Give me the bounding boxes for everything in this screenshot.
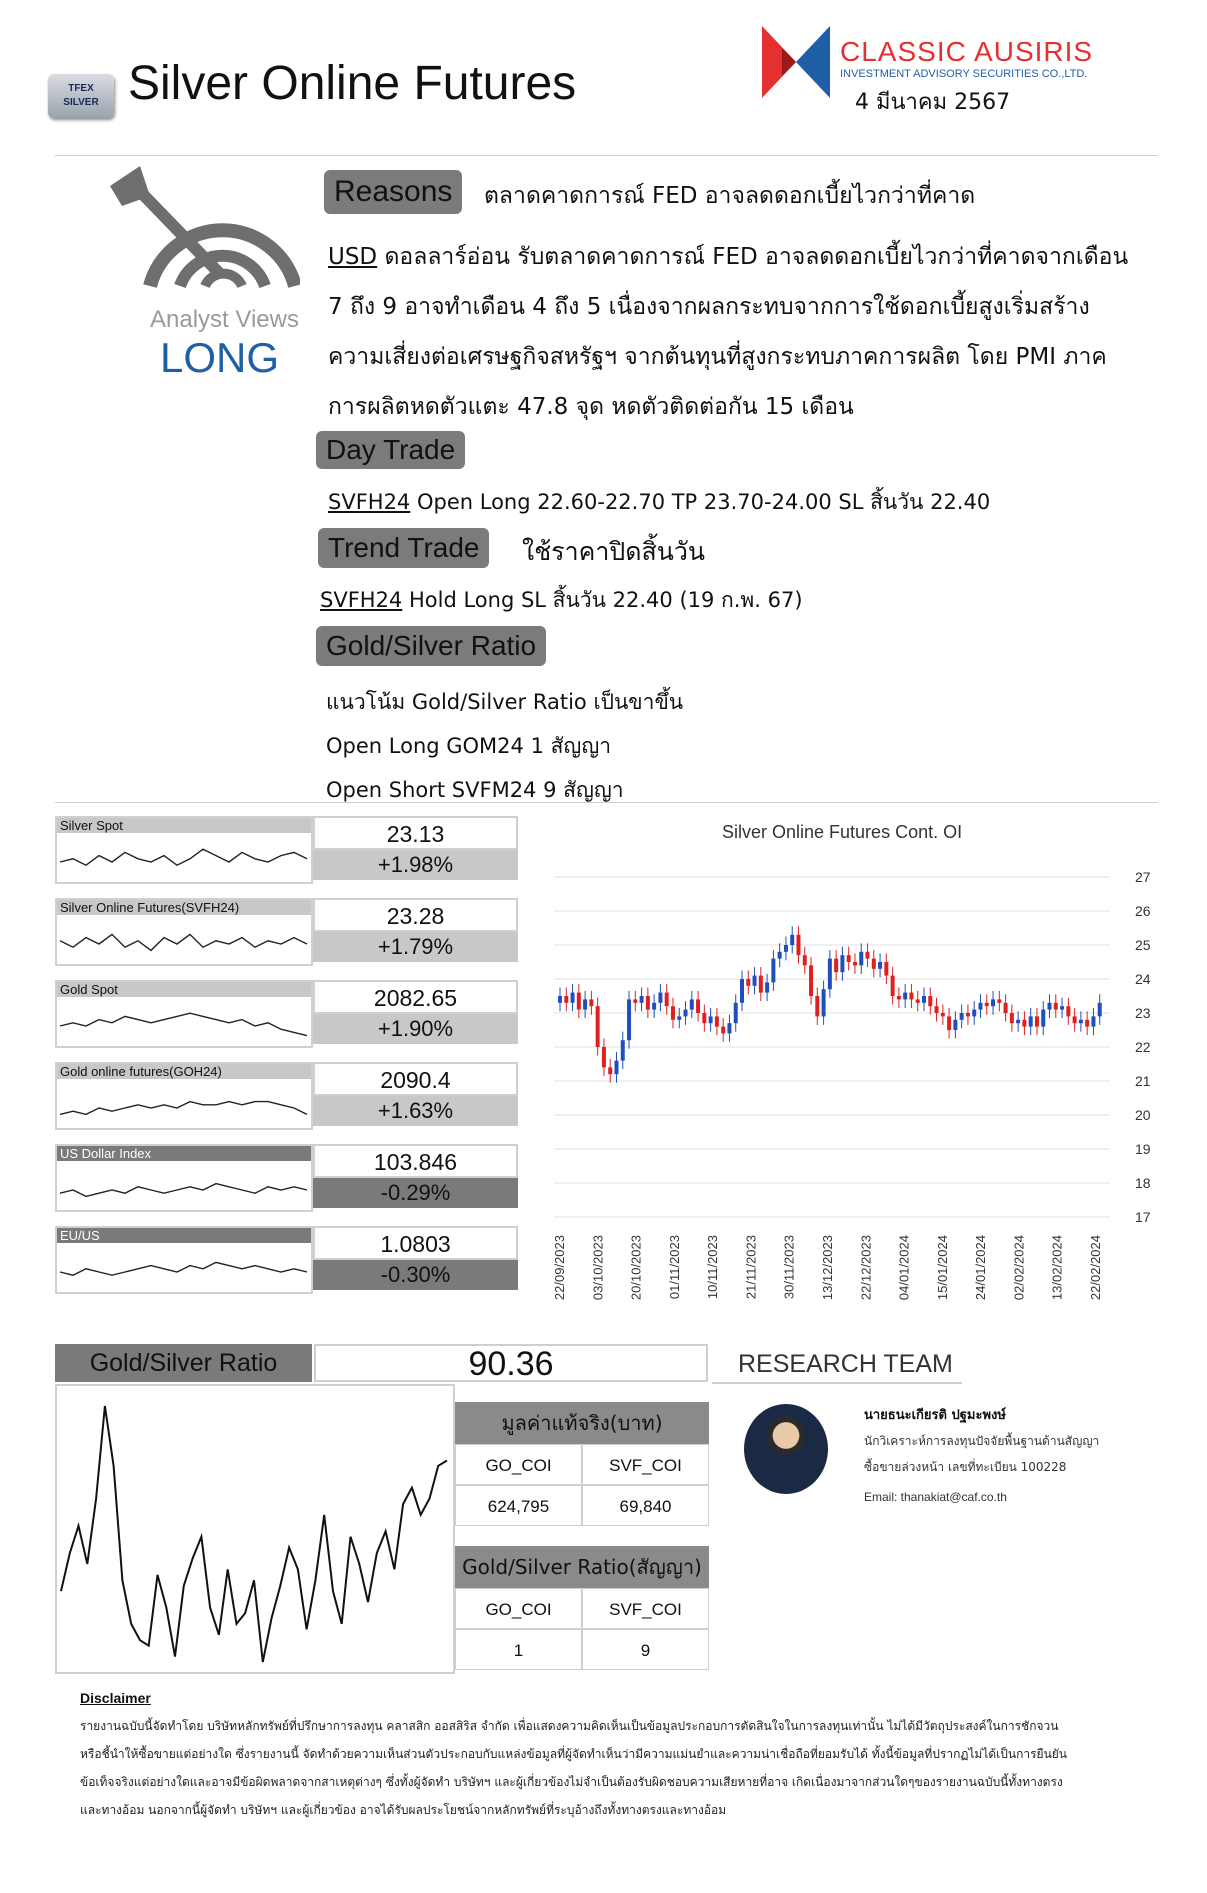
candle-body <box>878 962 882 969</box>
candle-body <box>608 1067 612 1074</box>
market-change: -0.29% <box>313 1178 518 1208</box>
market-box <box>55 898 518 966</box>
company-subtitle: INVESTMENT ADVISORY SECURITIES CO.,LTD. <box>840 68 1088 80</box>
market-box <box>55 1226 518 1294</box>
candle-body <box>589 999 593 1006</box>
candle-body <box>916 999 920 1002</box>
market-value: 103.846 <box>313 1144 518 1178</box>
analyst-view: LONG <box>160 334 280 381</box>
candle-body <box>1041 1010 1045 1027</box>
page-title: Silver Online Futures <box>128 57 577 110</box>
reasons-line: การผลิตหดตัวแตะ 47.8 จุด หดตัวติดต่อกัน 15 เดือน <box>328 394 854 420</box>
market-name: Gold online futures(GOH24) <box>57 1064 311 1079</box>
y-tick-label: 27 <box>1135 869 1151 885</box>
candle-body <box>614 1061 618 1075</box>
candle-body <box>1073 1016 1077 1023</box>
contracts-svf: 9 <box>582 1629 709 1670</box>
x-tick-label: 21/11/2023 <box>743 1235 759 1300</box>
market-value: 2082.65 <box>313 980 518 1014</box>
gs-panel-label: Gold/Silver Ratio <box>55 1344 312 1382</box>
candle-body <box>652 1003 656 1010</box>
candle-body <box>922 996 926 1003</box>
candle-body <box>571 993 575 1003</box>
candle-body <box>847 955 851 962</box>
market-change: -0.30% <box>313 1260 518 1290</box>
candle-body <box>778 952 782 959</box>
candle-body <box>1016 1020 1020 1023</box>
candle-body <box>960 1013 964 1020</box>
x-tick-label: 04/01/2024 <box>896 1235 912 1301</box>
y-tick-label: 19 <box>1135 1141 1151 1157</box>
disclaimer-line: หรือชี้นำให้ซื้อขายแต่อย่างใด ซึ่งรายงานนี้ จัดทำด้วยความเห็นส่วนตัวประกอบกับแหล่งข้อมูลที่ผู้จัดทำเห็นว่ามีความแม่นยำและความน่าเชื่อถือที่ยอมรับได้ ทั้งนี้ข้อมูลที่ปรากฏไม่ได้เป็นการยืนยัน <box>80 1747 1067 1761</box>
disclaimer-body <box>80 1712 1150 1824</box>
market-name: EU/US <box>57 1228 311 1243</box>
contracts-table-title: Gold/Silver Ratio(สัญญา) <box>455 1546 709 1588</box>
oi-chart-title: Silver Online Futures Cont. OI <box>722 822 963 842</box>
candle-body <box>1004 1003 1008 1013</box>
candle-body <box>1085 1020 1089 1027</box>
candle-body <box>947 1016 951 1030</box>
candle-body <box>815 996 819 1016</box>
trend-trade-symbol: SVFH24 <box>320 588 403 612</box>
candle-body <box>596 1006 600 1047</box>
candle-body <box>1098 1003 1102 1017</box>
x-tick-label: 30/11/2023 <box>781 1235 797 1300</box>
candle-body <box>828 959 832 990</box>
candle-body <box>721 1027 725 1034</box>
market-change: +1.98% <box>313 850 518 880</box>
candle-body <box>1060 1006 1064 1009</box>
x-tick-label: 03/10/2023 <box>590 1235 606 1301</box>
gs-ratio-line: Open Short SVFM24 9 สัญญา <box>326 778 624 802</box>
candle-body <box>997 999 1001 1002</box>
candle-body <box>640 996 644 1003</box>
candle-body <box>1035 1016 1039 1026</box>
avatar <box>744 1404 828 1494</box>
reasons-label: Reasons <box>324 170 462 214</box>
gs-panel-value: 90.36 <box>314 1344 708 1382</box>
candle-body <box>928 996 932 1006</box>
classic-ausiris-logo-icon <box>762 26 830 98</box>
candle-body <box>909 993 913 1000</box>
candle-body <box>859 952 863 966</box>
candle-body <box>1048 1003 1052 1010</box>
x-tick-label: 01/11/2023 <box>666 1235 682 1300</box>
market-name: US Dollar Index <box>57 1146 311 1161</box>
candle-body <box>941 1013 945 1016</box>
candle-body <box>671 1006 675 1020</box>
candle-body <box>633 999 637 1002</box>
candle-body <box>771 959 775 983</box>
x-tick-label: 13/12/2023 <box>820 1235 835 1301</box>
y-tick-label: 23 <box>1135 1005 1151 1021</box>
day-trade-symbol: SVFH24 <box>328 490 411 514</box>
market-name: Silver Online Futures(SVFH24) <box>57 900 311 915</box>
market-box <box>55 816 518 884</box>
section-divider <box>55 802 1158 803</box>
day-trade-label: Day Trade <box>316 431 465 469</box>
candle-body <box>796 935 800 955</box>
x-tick-label: 20/10/2023 <box>628 1235 644 1301</box>
x-tick-label: 22/02/2024 <box>1088 1235 1103 1301</box>
x-tick-label: 15/01/2024 <box>934 1235 950 1301</box>
y-tick-label: 26 <box>1135 903 1151 919</box>
market-value: 2090.4 <box>313 1062 518 1096</box>
real-value-svf: 69,840 <box>582 1485 709 1526</box>
candle-body <box>734 1003 738 1023</box>
trend-trade-line <box>320 584 803 617</box>
x-tick-label: 02/02/2024 <box>1011 1235 1027 1301</box>
candle-body <box>577 993 581 1010</box>
real-value-table-title: มูลค่าแท้จริง(บาท) <box>455 1402 709 1444</box>
candle-body <box>872 959 876 969</box>
candle-body <box>740 979 744 1003</box>
y-tick-label: 25 <box>1135 937 1151 953</box>
trend-trade-label: Trend Trade <box>318 528 489 568</box>
candle-body <box>658 993 662 1003</box>
market-box <box>55 980 518 1048</box>
y-tick-label: 17 <box>1135 1209 1151 1225</box>
market-value: 23.13 <box>313 816 518 850</box>
candle-body <box>784 945 788 952</box>
report-date: 4 มีนาคม 2567 <box>855 90 1011 115</box>
candle-body <box>903 993 907 1000</box>
candle-body <box>759 976 763 993</box>
candle-body <box>1066 1006 1070 1016</box>
candle-body <box>627 999 631 1040</box>
disclaimer-line: ข้อเท็จจริงแต่อย่างใดและอาจมีข้อผิดพลาดจากสาเหตุต่างๆ ซึ่งทั้งผู้จัดทำ บริษัทฯ และผู้เกี่ยวข้องไม่จำเป็นต้องรับผิดชอบความเสียหายที่อาจ เกิดเนื่องมาจากส่วนใดๆของรายงานฉบับนี้ทั้งทางตรง <box>80 1775 1063 1789</box>
candle-body <box>834 959 838 973</box>
gs-ratio-line: แนวโน้ม Gold/Silver Ratio เป็นขาขึ้น <box>326 690 684 714</box>
disclaimer-line: รายงานฉบับนี้จัดทำโดย บริษัทหลักทรัพย์ที่ปรึกษาการลงทุน คลาสสิก ออสสิริส จำกัด เพื่อแสดงความคิดเห็นเป็นข้อมูลประกอบการตัดสินใจในการลงทุนเท่านั้น ไม่ได้มีวัตถุประสงค์ในการชักจวน <box>80 1719 1059 1733</box>
market-value: 1.0803 <box>313 1226 518 1260</box>
market-name: Gold Spot <box>57 982 311 997</box>
candle-body <box>583 999 587 1009</box>
candle-body <box>985 1003 989 1006</box>
candle-body <box>822 989 826 1016</box>
researcher-email: Email: thanakiat@caf.co.th <box>864 1490 1007 1504</box>
candle-body <box>1010 1013 1014 1023</box>
researcher-name: นายธนะเกียรติ ปฐมะพงษ์ <box>864 1408 1006 1423</box>
researcher-role: นักวิเคราะห์การลงทุนปัจจัยพื้นฐานด้านสัญญา <box>864 1434 1100 1448</box>
contracts-go: 1 <box>455 1629 582 1670</box>
candle-body <box>1091 1016 1095 1026</box>
market-name: Silver Spot <box>57 818 311 833</box>
real-value-header-go: GO_COI <box>455 1444 582 1485</box>
disclaimer-title: Disclaimer <box>80 1690 151 1706</box>
candle-body <box>677 1016 681 1019</box>
disclaimer-line: และทางอ้อม นอกจากนี้ผู้จัดทำ บริษัทฯ และผู้เกี่ยวข้อง อาจได้รับผลประโยชน์จากหลักทรัพย์ที่ระบุอ้างถึงทั้งทางตรงและทางอ้อม <box>80 1803 727 1817</box>
gs-ratio-line: Open Long GOM24 1 สัญญา <box>326 734 612 758</box>
day-trade-text: Open Long 22.60-22.70 TP 23.70-24.00 SL สิ้นวัน 22.40 <box>416 490 991 514</box>
candle-body <box>621 1040 625 1060</box>
y-tick-label: 20 <box>1135 1107 1151 1123</box>
tfex-logo <box>48 74 114 118</box>
reasons-line: ความเสี่ยงต่อเศรษฐกิจสหรัฐฯ จากต้นทุนที่สูงกระทบภาคการผลิต โดย PMI ภาค <box>328 344 1107 370</box>
candle-body <box>891 976 895 996</box>
candle-body <box>702 1013 706 1023</box>
gs-ratio-lines <box>326 680 683 812</box>
company-name: CLASSIC AUSIRIS <box>840 36 1094 67</box>
y-tick-label: 22 <box>1135 1039 1151 1055</box>
x-tick-label: 22/09/2023 <box>552 1235 567 1301</box>
candle-body <box>991 999 995 1006</box>
contracts-header-svf: SVF_COI <box>582 1588 709 1629</box>
analyst-views-label: Analyst Views <box>150 306 299 333</box>
candle-body <box>1054 1003 1058 1010</box>
y-tick-label: 18 <box>1135 1175 1151 1191</box>
candle-body <box>790 935 794 945</box>
candle-body <box>564 996 568 1003</box>
candle-body <box>746 979 750 986</box>
real-value-header-svf: SVF_COI <box>582 1444 709 1485</box>
candle-body <box>753 976 757 986</box>
candle-body <box>665 993 669 1007</box>
market-change: +1.79% <box>313 932 518 962</box>
day-trade-line <box>328 486 990 519</box>
candle-body <box>1029 1016 1033 1026</box>
candle-body <box>1022 1020 1026 1027</box>
x-tick-label: 22/12/2023 <box>858 1235 874 1301</box>
trend-trade-note: ใช้ราคาปิดสิ้นวัน <box>522 537 705 566</box>
candle-body <box>966 1013 970 1016</box>
reasons-body <box>328 232 1158 432</box>
y-tick-label: 24 <box>1135 971 1151 987</box>
research-divider <box>712 1382 962 1384</box>
gs-ratio-line-chart <box>55 1384 455 1674</box>
research-team-label: RESEARCH TEAM <box>738 1350 953 1378</box>
usd-tag: USD <box>328 244 378 270</box>
market-value: 23.28 <box>313 898 518 932</box>
x-tick-label: 10/11/2023 <box>705 1235 721 1300</box>
researcher-role2: ซื้อขายล่วงหน้า เลขที่ทะเบียน 100228 <box>864 1460 1067 1474</box>
header-divider <box>55 155 1158 156</box>
contracts-header-go: GO_COI <box>455 1588 582 1629</box>
y-tick-label: 21 <box>1135 1073 1151 1089</box>
candle-body <box>897 996 901 999</box>
market-change: +1.63% <box>313 1096 518 1126</box>
candle-body <box>558 996 562 1003</box>
candle-body <box>696 999 700 1013</box>
candle-body <box>690 999 694 1009</box>
candle-body <box>602 1047 606 1067</box>
candle-body <box>853 962 857 965</box>
market-change: +1.90% <box>313 1014 518 1044</box>
candle-body <box>803 955 807 965</box>
reasons-line: 7 ถึง 9 อาจทำเดือน 4 ถึง 5 เนื่องจากผลกระทบจากการใช้ดอกเบี้ยสูงเริ่มสร้าง <box>328 294 1090 320</box>
reasons-line: USD ดอลลาร์อ่อน รับตลาดคาดการณ์ FED อาจลดดอกเบี้ยไวกว่าที่คาดจากเดือน <box>328 244 1129 270</box>
candle-body <box>646 996 650 1010</box>
candle-body <box>684 1010 688 1017</box>
gs-ratio-label: Gold/Silver Ratio <box>316 626 546 666</box>
candle-body <box>840 955 844 972</box>
x-tick-label: 24/01/2024 <box>973 1235 989 1301</box>
candle-body <box>866 952 870 959</box>
tfex-logo-text: TFEX SILVER <box>63 83 99 108</box>
reasons-headline: ตลาดคาดการณ์ FED อาจลดดอกเบี้ยไวกว่าที่คาด <box>484 183 976 209</box>
real-value-go: 624,795 <box>455 1485 582 1526</box>
trend-trade-text: Hold Long SL สิ้นวัน 22.40 (19 ก.พ. 67) <box>408 588 803 612</box>
market-box <box>55 1144 518 1212</box>
market-box <box>55 1062 518 1130</box>
target-arrow-icon <box>110 166 300 296</box>
candle-body <box>709 1016 713 1023</box>
candle-body <box>972 1010 976 1017</box>
candle-body <box>715 1016 719 1026</box>
candle-body <box>809 965 813 996</box>
oi-candlestick-chart <box>540 855 1180 1325</box>
gs-ratio-series <box>61 1406 447 1662</box>
candle-body <box>727 1023 731 1033</box>
candle-body <box>884 962 888 976</box>
candle-body <box>1079 1020 1083 1023</box>
candle-body <box>765 982 769 992</box>
candle-body <box>978 1003 982 1010</box>
candle-body <box>953 1020 957 1030</box>
x-tick-label: 13/02/2024 <box>1049 1235 1065 1301</box>
candle-body <box>935 1006 939 1013</box>
